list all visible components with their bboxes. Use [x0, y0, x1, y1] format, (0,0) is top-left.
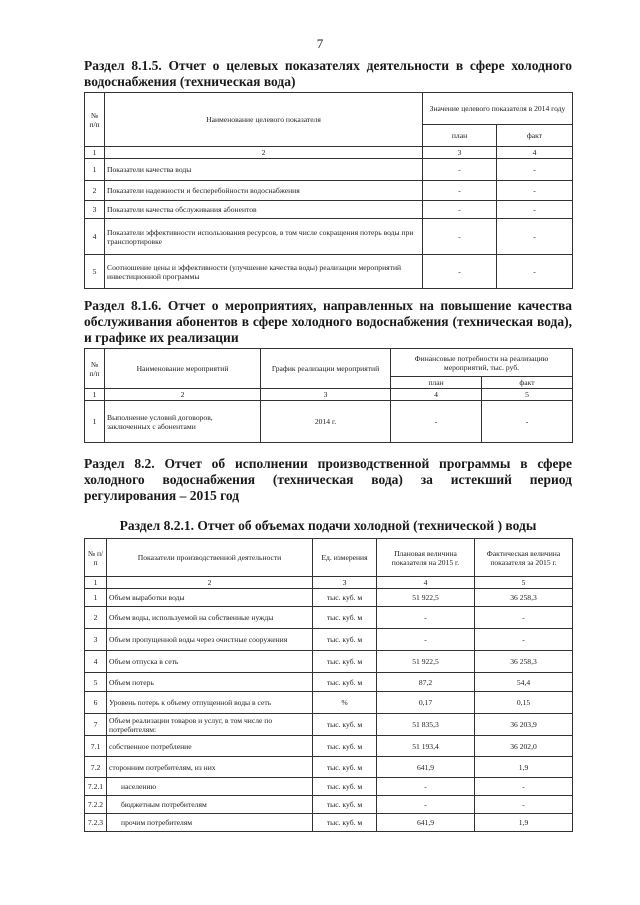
row-num: 5	[85, 255, 105, 289]
row-num: 7.2.1	[85, 778, 107, 796]
row-unit: тыс. куб. м	[313, 673, 377, 692]
row-fact: -	[497, 255, 573, 289]
row-name: Показатели качества воды	[105, 159, 423, 181]
row-num: 7.2.2	[85, 796, 107, 814]
row-unit: тыс. куб. м	[313, 814, 377, 832]
row-fact: -	[475, 607, 573, 629]
header-finance: Финансовые потребности на реализацию мероприятий, тыс. руб.	[391, 349, 573, 377]
row-name: Выполнение условий договоров, заключенных с абонентами	[105, 401, 261, 443]
row-plan: 51 922,5	[377, 589, 475, 607]
row-name: Объем выработки воды	[107, 589, 313, 607]
row-plan: 51 835,3	[377, 714, 475, 736]
row-unit: тыс. куб. м	[313, 589, 377, 607]
row-plan: 51 922,5	[377, 651, 475, 673]
row-fact: 54,4	[475, 673, 573, 692]
table-row	[85, 219, 573, 255]
header-num: № п/п	[85, 349, 105, 389]
table-row	[85, 796, 573, 814]
header-name: Наименование мероприятий	[105, 349, 261, 389]
index-cell: 1	[85, 577, 107, 589]
row-num: 2	[85, 607, 107, 629]
header-schedule: График реализации мероприятий	[261, 349, 391, 389]
row-fact: 36 202,0	[475, 736, 573, 757]
row-schedule: 2014 г.	[261, 401, 391, 443]
row-name: Объем отпуска в сеть	[107, 651, 313, 673]
row-name: прочим потребителям	[107, 814, 313, 832]
row-fact: -	[475, 796, 573, 814]
index-cell: 4	[391, 389, 482, 401]
section-8-2-title: Раздел 8.2. Отчет об исполнении производственной программы в сфере холодного водоснабжения (техническая вода) за истекший период регулирования – 2015 год	[84, 456, 572, 503]
row-fact: -	[475, 629, 573, 651]
row-fact: -	[497, 219, 573, 255]
table-row	[85, 778, 573, 796]
header-plan: Плановая величина показателя на 2015 г.	[377, 539, 475, 577]
index-cell: 2	[105, 147, 423, 159]
row-num: 1	[85, 159, 105, 181]
header-value: Значение целевого показателя в 2014 году	[423, 93, 573, 125]
header-plan: план	[391, 377, 482, 389]
header-num: № п/п	[85, 539, 107, 577]
table-row	[85, 651, 573, 673]
index-cell: 2	[105, 389, 261, 401]
row-name: Показатели эффективности использования ресурсов, в том числе сокращения потерь воды при транспортировке	[105, 219, 423, 255]
row-name: бюджетным потребителям	[107, 796, 313, 814]
table-row	[85, 607, 573, 629]
section-8-1-6-title: Раздел 8.1.6. Отчет о мероприятиях, направленных на повышение качества обслуживания абонентов в сфере холодного водоснабжения (техническая вода), и графике их реализации	[84, 298, 572, 345]
header-num: № п/п	[85, 93, 105, 147]
row-unit: тыс. куб. м	[313, 796, 377, 814]
index-cell: 5	[482, 389, 573, 401]
row-fact: 36 203,9	[475, 714, 573, 736]
volumes-table	[84, 538, 573, 832]
row-name: Объем воды, используемой на собственные нужды	[107, 607, 313, 629]
row-num: 7	[85, 714, 107, 736]
row-num: 1	[85, 589, 107, 607]
row-name: населению	[107, 778, 313, 796]
row-plan: 87,2	[377, 673, 475, 692]
header-fact: факт	[482, 377, 573, 389]
row-fact: 0,15	[475, 692, 573, 714]
row-plan: 641,9	[377, 757, 475, 778]
table-row	[85, 401, 573, 443]
row-unit: тыс. куб. м	[313, 757, 377, 778]
row-plan: -	[423, 219, 497, 255]
row-fact: 1,9	[475, 757, 573, 778]
row-plan: -	[377, 778, 475, 796]
table-row	[85, 589, 573, 607]
table-row	[85, 757, 573, 778]
table-row	[85, 692, 573, 714]
row-plan: 0,17	[377, 692, 475, 714]
section-8-1-5-title: Раздел 8.1.5. Отчет о целевых показателях деятельности в сфере холодного водоснабжения (техническая вода)	[84, 58, 572, 89]
row-fact: 1,9	[475, 814, 573, 832]
row-unit: тыс. куб. м	[313, 629, 377, 651]
header-name: Наименование целевого показателя	[105, 93, 423, 147]
row-num: 7.1	[85, 736, 107, 757]
row-num: 7.2	[85, 757, 107, 778]
row-fact: -	[497, 159, 573, 181]
row-plan: -	[391, 401, 482, 443]
targets-table	[84, 92, 573, 289]
index-cell: 3	[423, 147, 497, 159]
row-unit: тыс. куб. м	[313, 607, 377, 629]
row-name: Объем пропущенной воды через очистные сооружения	[107, 629, 313, 651]
header-fact: Фактическая величина показателя за 2015 г.	[475, 539, 573, 577]
index-cell: 3	[261, 389, 391, 401]
table-row	[85, 201, 573, 219]
row-name: Уровень потерь к объему отпущенной воды в сеть	[107, 692, 313, 714]
row-name: Показатели надежности и бесперебойности водоснабжения	[105, 181, 423, 201]
row-num: 4	[85, 651, 107, 673]
row-plan: -	[377, 796, 475, 814]
row-name: собственное потребление	[107, 736, 313, 757]
row-plan: -	[423, 255, 497, 289]
row-name: сторонним потребителям, из них	[107, 757, 313, 778]
index-cell: 2	[107, 577, 313, 589]
table-row	[85, 736, 573, 757]
row-unit: тыс. куб. м	[313, 714, 377, 736]
row-num: 5	[85, 673, 107, 692]
row-unit: тыс. куб. м	[313, 778, 377, 796]
index-cell: 3	[313, 577, 377, 589]
table-row	[85, 181, 573, 201]
index-cell: 1	[85, 147, 105, 159]
table-row	[85, 255, 573, 289]
row-plan: -	[423, 159, 497, 181]
row-num: 6	[85, 692, 107, 714]
row-name: Объем потерь	[107, 673, 313, 692]
table-row	[85, 629, 573, 651]
index-cell: 5	[475, 577, 573, 589]
row-num: 1	[85, 401, 105, 443]
section-8-2-1-title: Раздел 8.2.1. Отчет об объемах подачи холодной (технической ) воды	[119, 518, 537, 533]
header-plan: план	[423, 125, 497, 147]
header-fact: факт	[497, 125, 573, 147]
row-unit: тыс. куб. м	[313, 651, 377, 673]
header-unit: Ед. измерения	[313, 539, 377, 577]
table-row	[85, 814, 573, 832]
row-plan: -	[377, 629, 475, 651]
row-num: 4	[85, 219, 105, 255]
table-row	[85, 159, 573, 181]
index-cell: 4	[497, 147, 573, 159]
page-number: 7	[316, 36, 324, 51]
table-row	[85, 714, 573, 736]
row-plan: -	[423, 181, 497, 201]
row-plan: 51 193,4	[377, 736, 475, 757]
row-fact: 36 258,3	[475, 651, 573, 673]
index-cell: 4	[377, 577, 475, 589]
row-name: Объем реализации товаров и услуг, в том числе по потребителям:	[107, 714, 313, 736]
row-fact: -	[482, 401, 573, 443]
row-plan: 641,9	[377, 814, 475, 832]
index-cell: 1	[85, 389, 105, 401]
row-fact: 36 258,3	[475, 589, 573, 607]
row-num: 3	[85, 629, 107, 651]
row-num: 3	[85, 201, 105, 219]
row-fact: -	[475, 778, 573, 796]
header-name: Показатели производственной деятельности	[107, 539, 313, 577]
measures-table	[84, 348, 573, 443]
row-num: 2	[85, 181, 105, 201]
row-plan: -	[377, 607, 475, 629]
row-name: Соотношение цены и эффективности (улучшение качества воды) реализации мероприятий инвестиционной программы	[105, 255, 423, 289]
row-fact: -	[497, 201, 573, 219]
row-name: Показатели качества обслуживания абонентов	[105, 201, 423, 219]
row-unit: тыс. куб. м	[313, 736, 377, 757]
row-plan: -	[423, 201, 497, 219]
row-unit: %	[313, 692, 377, 714]
row-fact: -	[497, 181, 573, 201]
row-num: 7.2.3	[85, 814, 107, 832]
table-row	[85, 673, 573, 692]
